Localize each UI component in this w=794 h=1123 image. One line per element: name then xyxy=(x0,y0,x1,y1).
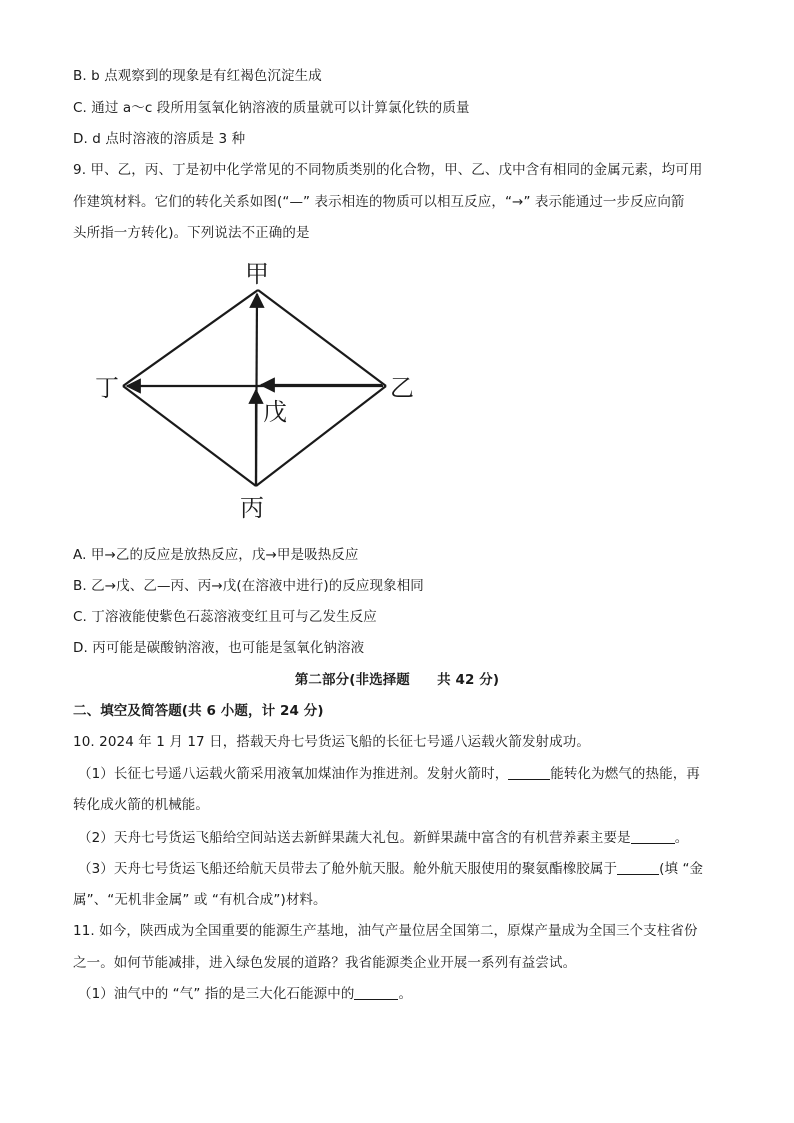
q10-sub1-line2: 转化成火箭的机械能。 xyxy=(73,797,209,813)
node-bing: 丙 xyxy=(240,494,264,522)
q9-option-b: B. 乙→戊、乙—丙、丙→戊(在溶液中进行)的反应现象相同 xyxy=(73,578,424,594)
answer-blank[interactable] xyxy=(617,860,659,875)
q10-sub2-text-b: 。 xyxy=(674,830,689,846)
q9-option-a: A. 甲→乙的反应是放热反应，戊→甲是吸热反应 xyxy=(73,547,359,563)
q10-stem: 10. 2024 年 1 月 17 日，搭载天舟七号货运飞船的长征七号遥八运载火箭发射成功。 xyxy=(73,734,590,750)
q10-sub1-line1 xyxy=(78,764,700,784)
prev-option-c: C. 通过 a～c 段所用氢氧化钠溶液的质量就可以计算氯化铁的质量 xyxy=(73,100,470,116)
q10-sub1-text-a: （1）长征七号遥八运载火箭采用液氧加煤油作为推进剂。发射火箭时， xyxy=(78,766,509,782)
node-ding: 丁 xyxy=(95,374,119,402)
q10-sub2 xyxy=(78,828,688,848)
q10-sub2-text-a: （2）天舟七号货运飞船给空间站送去新鲜果蔬大礼包。新鲜果蔬中富含的有机营养素主要是 xyxy=(78,830,631,846)
q10-sub1-text-b: 能转化为燃气的热能，再 xyxy=(550,766,700,782)
q10-sub3-text-a: （3）天舟七号货运飞船还给航天员带去了舱外航天服。舱外航天服使用的聚氨酯橡胶属于 xyxy=(78,861,618,877)
q11-sub1 xyxy=(78,984,412,1004)
edge-bing-ding xyxy=(123,386,256,486)
section2-title: 二、填空及简答题(共 6 小题，计 24 分) xyxy=(73,703,324,719)
prev-option-d: D. d 点时溶液的溶质是 3 种 xyxy=(73,131,246,147)
q9-stem-line3: 头所指一方转化)。下列说法不正确的是 xyxy=(73,225,310,241)
answer-blank[interactable] xyxy=(631,829,675,844)
q10-sub3-line2: 属”、“无机非金属” 或 “有机合成”)材料。 xyxy=(73,892,327,908)
q9-stem-line1: 9. 甲、乙，丙、丁是初中化学常见的不同物质类别的化合物，甲、乙、戊中含有相同的金属元素，均可用 xyxy=(73,162,703,178)
node-jia: 甲 xyxy=(245,260,269,288)
q9-stem-line2: 作建筑材料。它们的转化关系如图(“—” 表示相连的物质可以相互反应，“→” 表示能通过一步反应向箭 xyxy=(73,194,685,210)
q11-sub1-text-a: （1）油气中的 “气” 指的是三大化石能源中的 xyxy=(78,986,355,1002)
q11-stem-line2: 之一。如何节能减排，进入绿色发展的道路？我省能源类企业开展一系列有益尝试。 xyxy=(73,955,577,971)
node-yi: 乙 xyxy=(390,374,414,402)
q11-stem-line1: 11. 如今，陕西成为全国重要的能源生产基地，油气产量位居全国第二，原煤产量成为全国三个支柱省份 xyxy=(73,923,698,939)
node-wu: 戊 xyxy=(263,398,287,426)
part2-title: 第二部分(非选择题 共 42 分) xyxy=(294,672,500,688)
answer-blank[interactable] xyxy=(354,985,398,1000)
edge-ding-jia xyxy=(123,290,258,386)
edge-jia-yi xyxy=(258,290,386,386)
q9-option-c: C. 丁溶液能使紫色石蕊溶液变红且可与乙发生反应 xyxy=(73,609,377,625)
answer-blank[interactable] xyxy=(508,765,550,780)
q11-sub1-text-b: 。 xyxy=(398,986,413,1002)
q10-sub3-line1 xyxy=(78,859,703,879)
q9-option-d: D. 丙可能是碳酸钠溶液，也可能是氢氧化钠溶液 xyxy=(73,640,365,656)
conversion-diagram xyxy=(90,250,440,525)
q10-sub3-text-b: (填 “金 xyxy=(659,861,704,877)
prev-option-b: B. b 点观察到的现象是有红褐色沉淀生成 xyxy=(73,68,322,84)
